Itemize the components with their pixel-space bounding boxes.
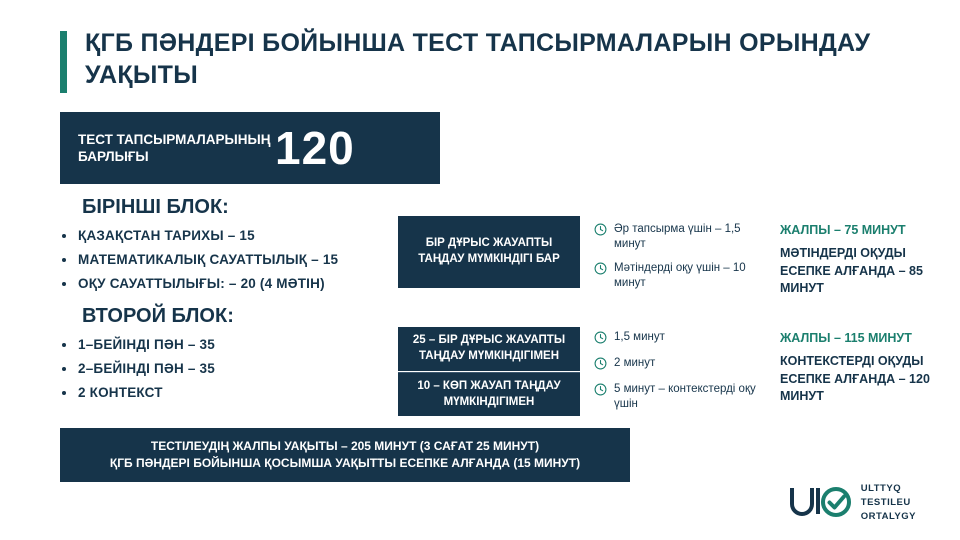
clock-icon	[594, 357, 607, 373]
block-2-single-answer-box: 25 – БІР ДҰРЫС ЖАУАПТЫ ТАҢДАУ МҮМКІНДІГІМЕН	[398, 327, 580, 371]
timing-row	[594, 222, 769, 252]
list-item: МАТЕМАТИКАЛЫҚ САУАТТЫЛЫҚ – 15	[62, 252, 338, 267]
list-item: 2 КОНТЕКСТ	[62, 385, 215, 400]
block-2-multi-answer-box: 10 – КӨП ЖАУАП ТАҢДАУ МҮМКІНДІГІМЕН	[398, 372, 580, 416]
clock-icon	[594, 262, 607, 278]
title-text: ҚГБ ПӘНДЕРІ БОЙЫНША ТЕСТ ТАПСЫРМАЛАРЫН ОРЫНДАУ УАҚЫТЫ	[85, 29, 871, 89]
footer-line-1: ТЕСТІЛЕУДІҢ ЖАЛПЫ УАҚЫТЫ – 205 МИНУТ (3 САҒАТ 25 МИНУТ)	[150, 438, 540, 453]
timing-row	[594, 356, 769, 373]
logo-line-3: ORTALYGY	[860, 510, 916, 522]
total-tasks-value: 120	[275, 122, 355, 174]
list-item: ОҚУ САУАТТЫЛЫҒЫ: – 20 (4 МӘТІН)	[62, 276, 338, 291]
timing-row	[594, 261, 769, 291]
block-1-list	[62, 228, 338, 300]
logo-line-2: TESTILEU	[860, 496, 911, 508]
organization-logo	[788, 482, 916, 523]
title-accent-bar	[60, 31, 67, 93]
logo-mark-icon	[788, 484, 852, 522]
timing-row	[594, 330, 769, 347]
footer-banner	[60, 428, 630, 482]
block-1-answer-type-box: БІР ДҰРЫС ЖАУАПТЫ ТАҢДАУ МҮМКІНДІГІ БАР	[398, 216, 580, 288]
summary-detail-line: МӘТІНДЕРДІ ОҚУДЫ ЕСЕПКЕ АЛҒАНДА – 85 МИНУТ	[780, 246, 923, 295]
logo-wordmark	[861, 482, 916, 523]
summary-total-line: ЖАЛПЫ – 115 МИНУТ	[780, 331, 912, 345]
block-1-summary	[780, 222, 950, 297]
block-1-heading: БІРІНШІ БЛОК:	[82, 196, 229, 218]
timing-text: Мәтіндерді оқу үшін – 10 минут	[614, 261, 746, 289]
timing-text: 5 минут – контекстерді оқу үшін	[614, 383, 756, 410]
list-item: ҚАЗАҚСТАН ТАРИХЫ – 15	[62, 228, 338, 243]
block-2-heading: ВТОРОЙ БЛОК:	[82, 305, 234, 327]
total-tasks-label: ТЕСТ ТАПСЫРМАЛАРЫНЫҢ БАРЛЫҒЫ	[78, 131, 271, 164]
timing-row	[594, 382, 769, 412]
timing-text: 2 минут	[614, 357, 656, 369]
block-1-timings	[594, 222, 769, 300]
list-item: 2–БЕЙІНДІ ПӘН – 35	[62, 361, 215, 376]
logo-line-1: ULTTYQ	[860, 483, 902, 494]
footer-line-2: ҚГБ ПӘНДЕРІ БОЙЫНША ҚОСЫМША УАҚЫТТЫ ЕСЕПКЕ АЛҒАНДА (15 МИНУТ)	[109, 456, 581, 470]
clock-icon	[594, 383, 607, 399]
timing-text: Әр тапсырма үшін – 1,5 минут	[614, 223, 741, 250]
block-2-timings	[594, 330, 769, 421]
list-item: 1–БЕЙІНДІ ПӘН – 35	[62, 337, 215, 352]
summary-detail-line: КОНТЕКСТЕРДІ ОҚУДЫ ЕСЕПКЕ АЛҒАНДА – 120 МИНУТ	[780, 354, 930, 403]
total-tasks-badge	[60, 112, 440, 184]
page-title	[60, 28, 880, 93]
block-2-summary	[780, 330, 950, 405]
block-2-list	[62, 337, 215, 409]
timing-text: 1,5 минут	[614, 331, 665, 343]
clock-icon	[594, 331, 607, 347]
summary-total-line: ЖАЛПЫ – 75 МИНУТ	[780, 223, 906, 237]
clock-icon	[594, 223, 607, 239]
